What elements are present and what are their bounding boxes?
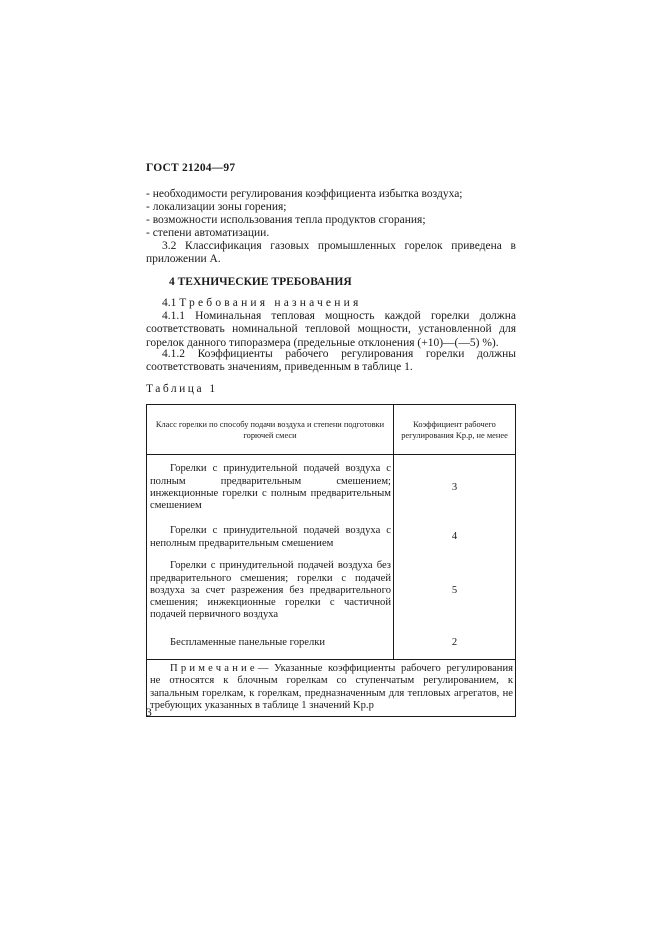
document-header: ГОСТ 21204—97 (146, 162, 236, 174)
column-header-coefficient: Коэффициент рабочего регулирования Kр.р, не менее (394, 405, 516, 455)
table-note (147, 660, 516, 717)
paragraph-4-1-2: 4.1.2 Коэффициенты рабочего регулирования горелки должны соответствовать значениям, приведенным в таблице 1. (146, 348, 516, 374)
coefficients-table (146, 404, 516, 717)
bullet-item: - степени автоматизации. (146, 227, 270, 239)
table-row (147, 455, 516, 522)
burner-class-cell: Беспламенные панельные горелки (147, 628, 394, 660)
subsection-number: 4.1 (162, 297, 177, 309)
column-header-class: Класс горелки по способу подачи воздуха и степени подготовки горючей смеси (147, 405, 394, 455)
paragraph-3-2: 3.2 Классификация газовых промышленных горелок приведена в приложении А. (146, 240, 516, 266)
table-row (147, 521, 516, 554)
table-header-row (147, 405, 516, 455)
bullet-item: - необходимости регулирования коэффициента избытка воздуха; (146, 188, 463, 200)
page-number: 3 (146, 707, 152, 719)
burner-class-cell: Горелки с принудительной подачей воздуха с неполным предварительным смешением (147, 521, 394, 554)
subsection-4-1 (146, 297, 516, 310)
coefficient-cell: 2 (394, 628, 516, 660)
table-note-row (147, 660, 516, 717)
note-text: — Указанные коэффициенты рабочего регулирования не относятся к блочным горелкам со ступенчатым регулированием, к запальным горелкам, к горелкам, предназначенным для тепловых агрегатов, не требующих указанных в таблице 1 значений Kр.р (150, 663, 513, 711)
coefficient-cell: 5 (394, 554, 516, 628)
bullet-item: - локализации зоны горения; (146, 201, 287, 213)
coefficient-cell: 3 (394, 455, 516, 522)
table-caption: Таблица 1 (146, 383, 218, 395)
burner-class-cell: Горелки с принудительной подачей воздуха с полным предварительным смешением; инжекционные горелки с полным предварительным смешением (147, 455, 394, 522)
coefficient-cell: 4 (394, 521, 516, 554)
bullet-item: - возможности использования тепла продуктов сгорания; (146, 214, 426, 226)
table-row (147, 554, 516, 628)
note-label: Примечание (170, 663, 258, 674)
paragraph-4-1-1: 4.1.1 Номинальная тепловая мощность каждой горелки должна соответствовать номинальной тепловой мощности, установленной для горелок данного типоразмера (предельные отклонения (+10)—(—5) %). (146, 310, 516, 349)
burner-class-cell: Горелки с принудительной подачей воздуха без предварительного смешения; горелки с подачей воздуха за счет разрежения без предварительного смешения; инжекционные горелки с частичной подачей первичного воздуха (147, 554, 394, 628)
table-row (147, 628, 516, 660)
subsection-title: Требования назначения (179, 297, 362, 309)
section-title: 4 ТЕХНИЧЕСКИЕ ТРЕБОВАНИЯ (169, 276, 352, 288)
